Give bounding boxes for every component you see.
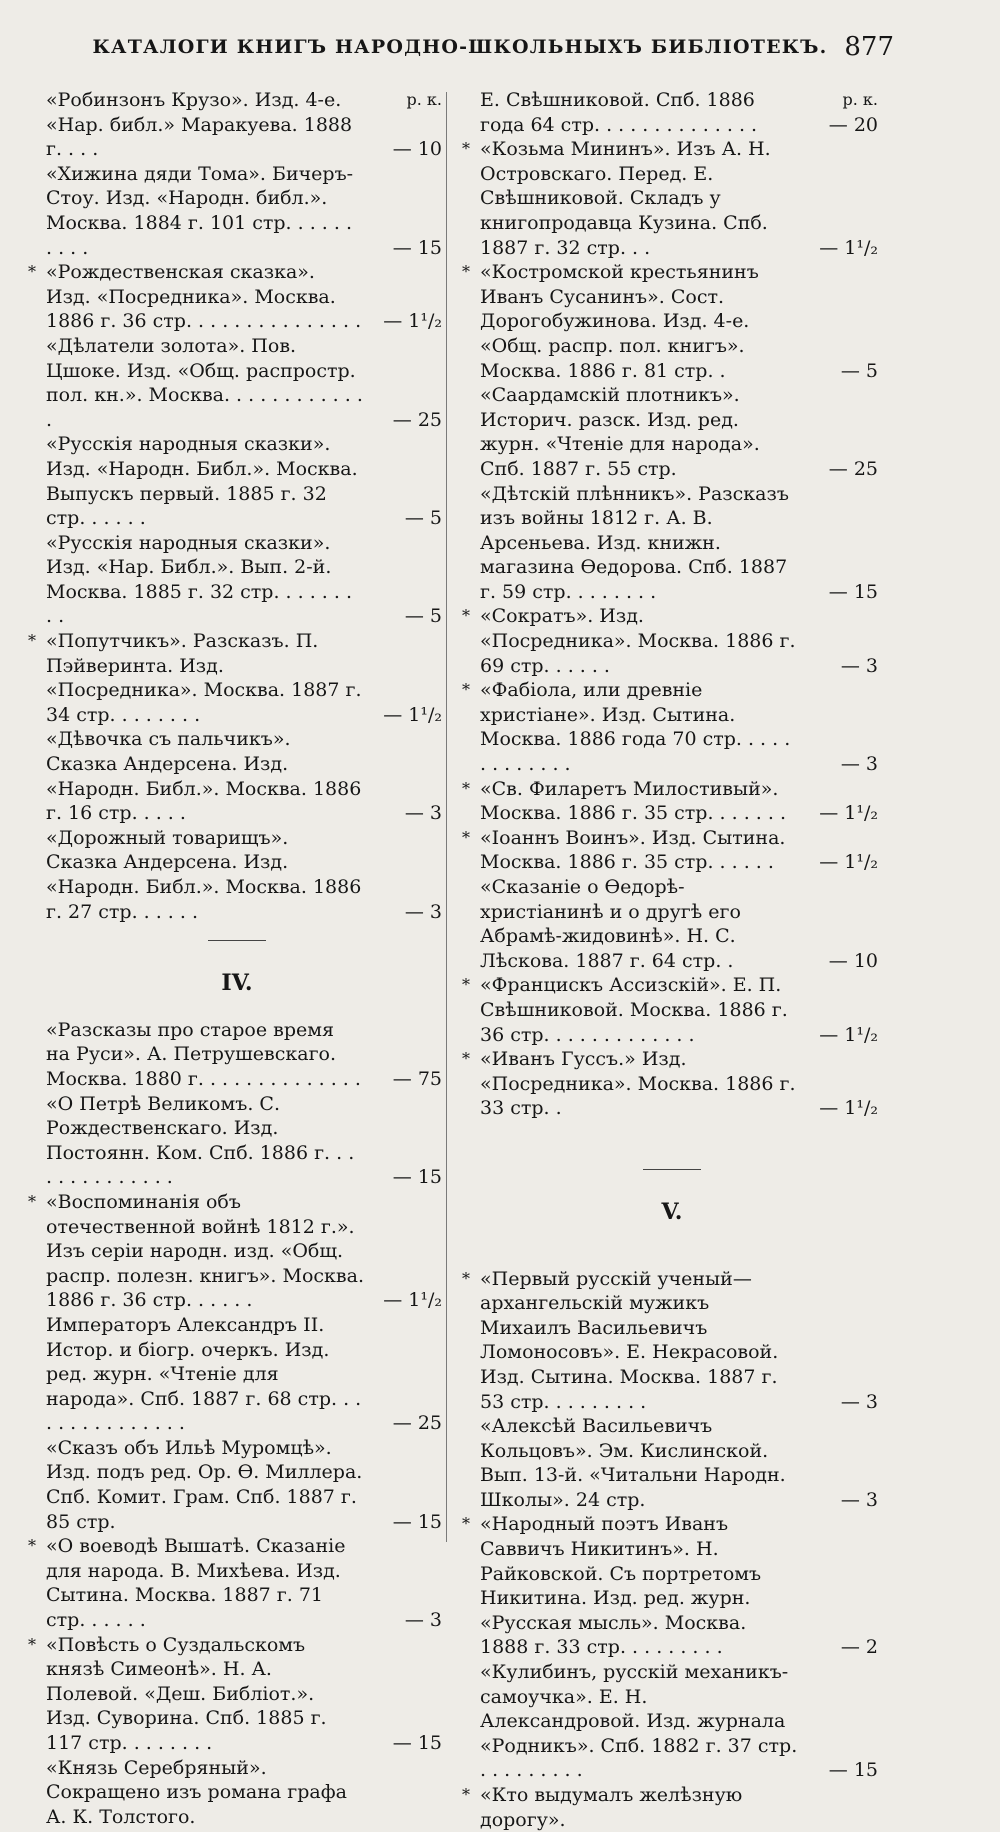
section-divider	[643, 1169, 701, 1170]
catalog-entry	[466, 875, 878, 973]
entry-price: — 10	[828, 949, 878, 972]
entry-text: «Кто выдумалъ желѣзную дорогу».	[480, 1784, 743, 1831]
entry-asterisk: *	[28, 1634, 36, 1654]
entry-text: «Іоаннъ Воинъ». Изд. Сытина. Москва. 1886 г. 35 стр. . . . . .	[480, 826, 786, 874]
entry-text: «Кулибинъ, русскій механикъ-самоучка». Е. Н. Александровой. Изд. журнала «Родникъ». Спб. 1882 г. 37 стр. . . . . . . . . .	[480, 1661, 798, 1782]
entry-text: «Разсказы про старое время на Руси». А. Петрушевскаго. Москва. 1880 г. . . . . . . . . . . . . .	[46, 1018, 361, 1090]
entry-asterisk: *	[462, 778, 470, 798]
entry-text: «Францискъ Ассизскій». Е. П. Свѣшниковой. Москва. 1886 г. 36 стр. . . . . . . . . . . . .	[480, 974, 788, 1046]
entry-text: «Воспоминанія объ отечественной войнѣ 1812 г.». Изъ серіи народн. изд. «Общ. распр. полезн. книгъ». Москва. 1886 г. 36 стр. . . . . .	[46, 1190, 364, 1312]
catalog-entry	[462, 1783, 878, 1832]
section-divider	[208, 940, 266, 941]
entry-text: «Народный поэтъ Иванъ Саввичъ Никитинъ». Н. Райковской. Съ портретомъ Никитина. Изд. ред. журн. «Русская мысль». Москва. 1888 г. 33 стр. . . . . . . . .	[480, 1513, 762, 1659]
entry-price: — 3	[404, 900, 442, 923]
entry-price: — 15	[828, 1759, 878, 1782]
entry-asterisk: *	[462, 139, 470, 159]
entry-price: — 25	[392, 408, 442, 431]
catalog-entry	[462, 826, 878, 875]
catalog-entry	[32, 727, 442, 825]
catalog-entry	[466, 482, 878, 605]
entry-asterisk: *	[462, 1514, 470, 1534]
entry-text: «Русскія народныя сказки». Изд. «Народн. Библ.». Москва. Выпускъ первый. 1885 г. 32 стр. . . . . .	[46, 433, 358, 530]
entry-text: «Русскія народныя сказки». Изд. «Нар. Библ.». Вып. 2-й. Москва. 1885 г. 32 стр. . . . . . . . .	[46, 531, 352, 628]
entry-asterisk: *	[462, 680, 470, 700]
catalog-entry	[32, 88, 442, 162]
entry-text: «Дѣвочка съ пальчикъ». Сказка Андерсена. Изд. «Народн. Библ.». Москва. 1886 г. 16 стр. . . . .	[46, 728, 362, 825]
entry-asterisk: *	[462, 1785, 470, 1804]
entry-price: — 5	[404, 605, 442, 628]
entry-price: — 2	[840, 1636, 878, 1659]
left-entries-b	[28, 1018, 442, 1830]
entry-text: Императоръ Александръ II. Истор. и біогр. очеркъ. Изд. ред. журн. «Чтеніе для народа». Спб. 1887 г. 68 стр. . . . . . . . . . . . . . .	[46, 1313, 362, 1435]
entry-price: — 1¹/₂	[383, 310, 442, 333]
catalog-entry	[466, 1660, 878, 1783]
entry-text: «Сказаніе о Ѳедорѣ-христіанинѣ и о другѣ его Абрамѣ-жидовинѣ». Н. С. Лѣскова. 1887 г. 64 стр. .	[480, 876, 741, 972]
entry-price: — 1¹/₂	[819, 1097, 878, 1120]
entry-price: — 1¹/₂	[819, 1023, 878, 1046]
currency-header: р. к.	[406, 90, 442, 109]
entry-price: — 15	[392, 1510, 442, 1533]
catalog-entry	[28, 1190, 442, 1313]
entry-text: «Фабіола, или древніе христіане». Изд. Сытина. Москва. 1886 года 70 стр. . . . . . . . . . . . .	[480, 679, 791, 776]
catalog-entry	[32, 1756, 442, 1830]
right-entries-b	[462, 1267, 878, 1832]
entry-asterisk: *	[28, 1536, 36, 1556]
entry-text: «Дѣтскій плѣнникъ». Разсказъ изъ войны 1812 г. А. В. Арсеньева. Изд. книжн. магазина Ѳедорова. Спб. 1887 г. 59 стр. . . . . . . .	[480, 482, 789, 603]
entry-price: — 1¹/₂	[819, 802, 878, 825]
entry-price: — 3	[840, 1488, 878, 1511]
section-heading-v: V.	[661, 1198, 683, 1225]
entry-price: — 3	[840, 654, 878, 677]
entry-price: — 1¹/₂	[383, 1289, 442, 1312]
catalog-entry	[32, 334, 442, 432]
entry-price: — 15	[828, 580, 878, 603]
catalog-entry	[28, 1633, 442, 1756]
entry-price: — 5	[404, 507, 442, 530]
entry-text: «Дѣлатели золота». Пов. Цшоке. Изд. «Общ. распростр. пол. кн.». Москва. . . . . . . . . . . . .	[46, 334, 363, 431]
entry-text: «Костромской крестьянинъ Иванъ Сусанинъ». Сост. Дорогобужинова. Изд. 4-е. «Общ. распр. пол. книгъ». Москва. 1886 г. 81 стр. .	[480, 261, 759, 382]
entry-text: «Хижина дяди Тома». Бичеръ-Стоу. Изд. «Народн. библ.». Москва. 1884 г. 101 стр. . . . . . . . . .	[46, 162, 354, 259]
entry-price: — 1¹/₂	[819, 236, 878, 259]
entry-text: «Алексѣй Васильевичъ Кольцовъ». Эм. Кислинской. Вып. 13-й. «Читальни Народн. Школы». 24 стр.	[480, 1415, 786, 1511]
catalog-entry	[32, 1092, 442, 1190]
catalog-entry	[466, 88, 878, 137]
entry-text: «Св. Филаретъ Милостивый». Москва. 1886 г. 35 стр. . . . . . .	[480, 777, 786, 825]
entry-text: «Саардамскій плотникъ». Историч. разск. Изд. ред. журн. «Чтеніе для народа». Спб. 1887 г. 55 стр.	[480, 384, 760, 480]
catalog-entry	[462, 604, 878, 678]
entry-asterisk: *	[462, 1268, 470, 1288]
entry-price: — 15	[392, 1732, 442, 1754]
entry-asterisk: *	[28, 262, 36, 282]
entry-text: «Повѣсть о Суздальскомъ князѣ Симеонѣ». Н. А. Полевой. «Деш. Библіот.». Изд. Суворина. Спб. 1885 г. 117 стр. . . . . . . .	[46, 1633, 327, 1754]
entry-price: — 5	[840, 359, 878, 382]
catalog-entry	[462, 137, 878, 260]
entry-asterisk: *	[28, 1191, 36, 1211]
left-column	[28, 88, 442, 1829]
catalog-entry	[32, 531, 442, 629]
entry-price: — 25	[392, 1412, 442, 1435]
currency-header: р. к.	[842, 90, 878, 109]
catalog-entry	[462, 1512, 878, 1660]
entry-price: — 3	[840, 753, 878, 776]
entry-asterisk: *	[28, 631, 36, 651]
entry-asterisk: *	[462, 262, 470, 282]
entry-text: «Первый русскій ученый—архангельскій мужикъ Михаилъ Васильевичъ Ломоносовъ». Е. Некрасовой. Изд. Сытина. Москва. 1887 г. 53 стр. . . . . . . . .	[480, 1267, 779, 1413]
catalog-entry	[462, 1267, 878, 1415]
entry-text: Е. Свѣшниковой. Спб. 1886 года 64 стр. . . . . . . . . . . . . .	[480, 89, 758, 136]
catalog-entry	[32, 1436, 442, 1534]
section-heading-iv: IV.	[221, 970, 253, 997]
catalog-entry	[32, 162, 442, 260]
entry-price: — 15	[392, 1166, 442, 1189]
entry-price: — 15	[392, 236, 442, 259]
catalog-entry	[462, 777, 878, 826]
catalog-entry	[32, 432, 442, 530]
catalog-entry	[28, 629, 442, 727]
entry-price: — 75	[392, 1067, 442, 1090]
entry-text: «Иванъ Гуссъ.» Изд. «Посредника». Москва. 1886 г. 33 стр. .	[480, 1048, 796, 1120]
entry-text: «Попутчикъ». Разсказъ. П. Пэйверинта. Изд. «Посредника». Москва. 1887 г. 34 стр. . . . . . . .	[46, 630, 362, 726]
catalog-entry	[32, 1018, 442, 1092]
page-number: 877	[844, 32, 894, 62]
catalog-entry	[28, 260, 442, 334]
catalog-entry	[462, 678, 878, 776]
entry-text: «Сказъ объ Ильѣ Муромцѣ». Изд. подъ ред. Ор. Ѳ. Миллера. Спб. Комит. Грам. Спб. 1887 г. 85 стр.	[46, 1436, 363, 1533]
entry-text: «Козьма Мининъ». Изъ А. Н. Островскаго. Перед. Е. Свѣшниковой. Складъ у книгопродавца Кузина. Спб. 1887 г. 32 стр. . .	[480, 138, 771, 259]
entry-text: «О Петрѣ Великомъ. С. Рождественскаго. Изд. Постоянн. Ком. Спб. 1886 г. . . . . . . . . . . . . .	[46, 1092, 355, 1189]
entry-asterisk: *	[462, 975, 470, 995]
entry-text: «Робинзонъ Крузо». Изд. 4-е. «Нар. библ.» Маракуева. 1888 г. . . .	[46, 89, 353, 161]
entry-text: «Рождественская сказка». Изд. «Посредника». Москва. 1886 г. 36 стр. . . . . . . . . . . . . . .	[46, 261, 362, 333]
catalog-entry	[462, 1047, 878, 1121]
column-rule	[446, 92, 447, 1542]
catalog-entry	[462, 260, 878, 383]
catalog-entry	[462, 973, 878, 1047]
catalog-entry	[466, 1414, 878, 1512]
catalog-entry	[32, 1313, 442, 1436]
entry-text: «О воеводѣ Вышатѣ. Сказаніе для народа. В. Михѣева. Изд. Сытина. Москва. 1887 г. 71 стр. . . . . .	[46, 1535, 346, 1632]
entry-price: — 1¹/₂	[383, 703, 442, 726]
right-column	[462, 88, 878, 1832]
left-entries-a	[28, 88, 442, 924]
entry-price: — 20	[828, 113, 878, 136]
entry-text: «Сократъ». Изд. «Посредника». Москва. 1886 г. 69 стр. . . . . .	[480, 605, 796, 677]
entry-price: — 3	[404, 1609, 442, 1632]
catalog-entry	[466, 383, 878, 481]
entry-price: — 10	[392, 138, 442, 161]
catalog-entry	[28, 1534, 442, 1632]
entry-asterisk: *	[462, 606, 470, 626]
catalog-entry	[32, 826, 442, 924]
entry-text: «Князь Серебряный». Сокращено изъ романа графа А. К. Толстого.	[46, 1756, 347, 1828]
running-header: КАТАЛОГИ КНИГЪ НАРОДНО-ШКОЛЬНЫХЪ БИБЛІОТЕКЪ.	[92, 36, 828, 58]
entry-price: — 3	[840, 1390, 878, 1413]
entry-text: «Дорожный товарищъ». Сказка Андерсена. Изд. «Народн. Библ.». Москва. 1886 г. 27 стр. . . . . .	[46, 826, 362, 923]
entry-price: — 25	[828, 457, 878, 480]
entry-price: — 3	[404, 802, 442, 825]
entry-price: — 1¹/₂	[819, 851, 878, 874]
right-entries-a	[462, 88, 878, 1121]
entry-asterisk: *	[462, 827, 470, 847]
entry-asterisk: *	[462, 1049, 470, 1069]
